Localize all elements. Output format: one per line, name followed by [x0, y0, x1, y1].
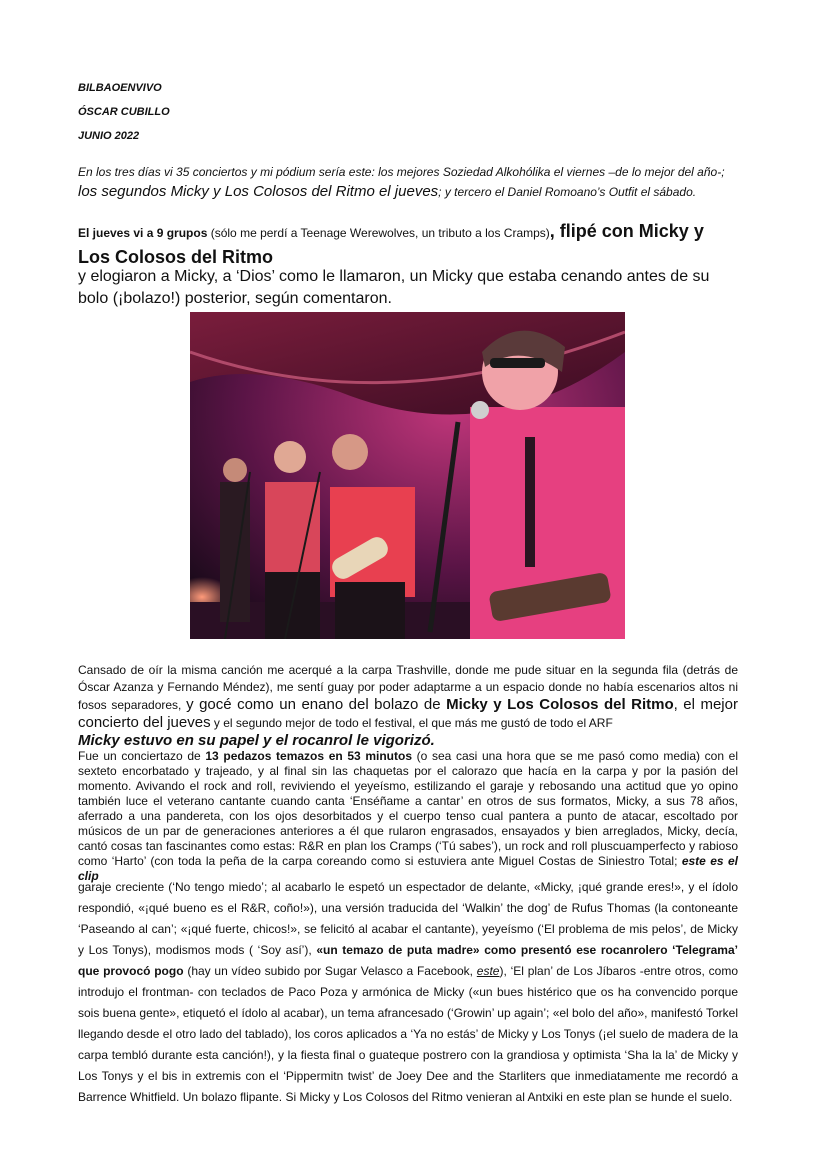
- body-sentence-5: y el segundo mejor de todo el festival, el que más me gustó de todo el ARF: [210, 716, 613, 730]
- body-sentence-2: y gocé como un enano del bolazo de: [186, 696, 447, 713]
- thursday-text: (sólo me perdí a Teenage Werewolves, un tributo a los Cramps): [207, 226, 550, 240]
- source-label: BILBAOENVIVO: [78, 82, 162, 94]
- author-label: ÓSCAR CUBILLO: [78, 106, 170, 118]
- section-heading: Micky estuvo en su papel y el rocanrol le vigorizó.: [78, 732, 435, 749]
- review-body: [78, 662, 738, 884]
- review-body-2: [78, 877, 738, 1108]
- intro-text-1: En los tres días vi 35 conciertos y mi pódium sería este: los mejores Soziedad Alkohólika el viernes –de lo mejor del año-;: [78, 165, 725, 179]
- body-t1: Fue un conciertazo de: [78, 749, 206, 763]
- concert-stats: 13 pedazos temazos en 53 minutos: [205, 749, 413, 763]
- date-label: JUNIO 2022: [78, 130, 140, 142]
- thursday-paragraph: [78, 219, 738, 271]
- body2-u5: ), ‘El plan’ de Los Jíbaros -entre otros, como introdujo el frontman- con teclados de Paco Poza y armónica de Micky («un bues histérico que os ha convencido porque sois buena gente», etiquetó el ídolo al acabar), un tema afrancesado (‘Growin’ up again’; «el bolo del año», manifestó Torkel llegando desde el otro lado del tablado), los coros aplicados a ‘Ya no estás’ de Micky y Los Tonys (¡el suelo de madera de la carpa tembló durante esta canción!), y la fiesta final o guateque postrero con la grandiosa y optimista ‘Sha la la’ de Micky y Los Tonys y el bis in extremis con el ‘Pippermitn twist’ de Joey Dee and the Starliters que inmediatamente me recordó a Barrence Whitfield. Un bolazo flipante. Si Micky y Los Colosos del Ritmo venieran al Antxiki en este plan se hunde el suelo.: [78, 964, 738, 1104]
- praise-paragraph: y elogiaron a Micky, a ‘Dios’ como le llamaron, un Micky que estaba cenando antes de su bolo (¡bolazo!) posterior, según comentaron.: [78, 268, 710, 307]
- intro-text-2: los segundos Micky y Los Colosos del Ritmo el jueves: [78, 183, 439, 200]
- intro-text-3: ; y tercero el Daniel Romoano’s Outfit el sábado.: [438, 185, 697, 199]
- best-concert: , el mejor concierto del jueves: [78, 696, 738, 731]
- clip-link[interactable]: este es el clip: [78, 854, 738, 883]
- body-paragraph-2: [78, 749, 738, 884]
- band-name: Micky y Los Colosos del Ritmo: [446, 696, 674, 713]
- intro-paragraph: [78, 163, 738, 202]
- body2-u1: garaje creciente (‘No tengo miedo’; al acabarlo le espetó un espectador de delante, «Micky, ¡qué grande eres!», y el ídolo respondió, «¡qué bueno es el R&R, coño!»), una versión traducida del ‘Walkin’ the dog’ de Rufus Thomas (la contoneante ‘Paseando al can’; «¡qué fuerte, chicos!», se felicitó al acabar el cantante), yeyeísmo (‘El problema de mis pelos’, de Micky y Los Tonys), modismos mods ( ‘Soy así’),: [78, 880, 738, 957]
- thursday-bold: El jueves vi a 9 grupos: [78, 226, 208, 240]
- telegrama-highlight: «un temazo de puta madre» como presentó ese rocanrolero ‘Telegrama’ que provocó pogo: [78, 943, 738, 978]
- body2-u3: (hay un vídeo subido por Sugar Velasco a Facebook,: [183, 964, 477, 978]
- video-link[interactable]: este: [476, 964, 500, 978]
- body-t3: (o sea casi una hora que se me pasó como media) con el sexteto encorbatado y trajeado, y al final sin las chaquetas por el calorazo que hacía en la carpa y por la pasión del momento. Avivando el rock and roll, reviviendo el yeyeísmo, estilizando el garaje y rebosando una actitud que yo opino también luce el veterano cantante cuando canta ‘Enséñame a cantar’ en otros de sus formatos, Micky, a sus 78 años, aferrado a una pandereta, con los ojos desorbitados y el cuerpo tenso cual pantera a punto de atacar, escoltado por músicos de un par de generaciones anteriores a él que rularon engrasados, ensayados y bien arreglados, Micky, decía, cantó cosas tan fascinantes como estas: R&R en plan los Cramps (‘Tú sabes’), un rock and roll pluscuamperfecto y rabioso como ‘Harto’ (con toda la peña de la carpa coreando como si estuviera ante Miguel Costas de Siniestro Total;: [78, 749, 739, 868]
- body-sentence-1: Cansado de oír la misma canción me acerqué a la carpa Trashville, donde me pude situar en la segunda fila (detrás de Óscar Azanza y Fernando Méndez), me sentí guay por poder adaptarme a un espacio donde no había escenarios altos ni fosos separadores,: [78, 663, 738, 712]
- band-photo: [190, 312, 625, 639]
- header: [78, 82, 738, 142]
- thursday-highlight: , flipé con Micky y Los Colosos del Ritmo: [78, 221, 704, 267]
